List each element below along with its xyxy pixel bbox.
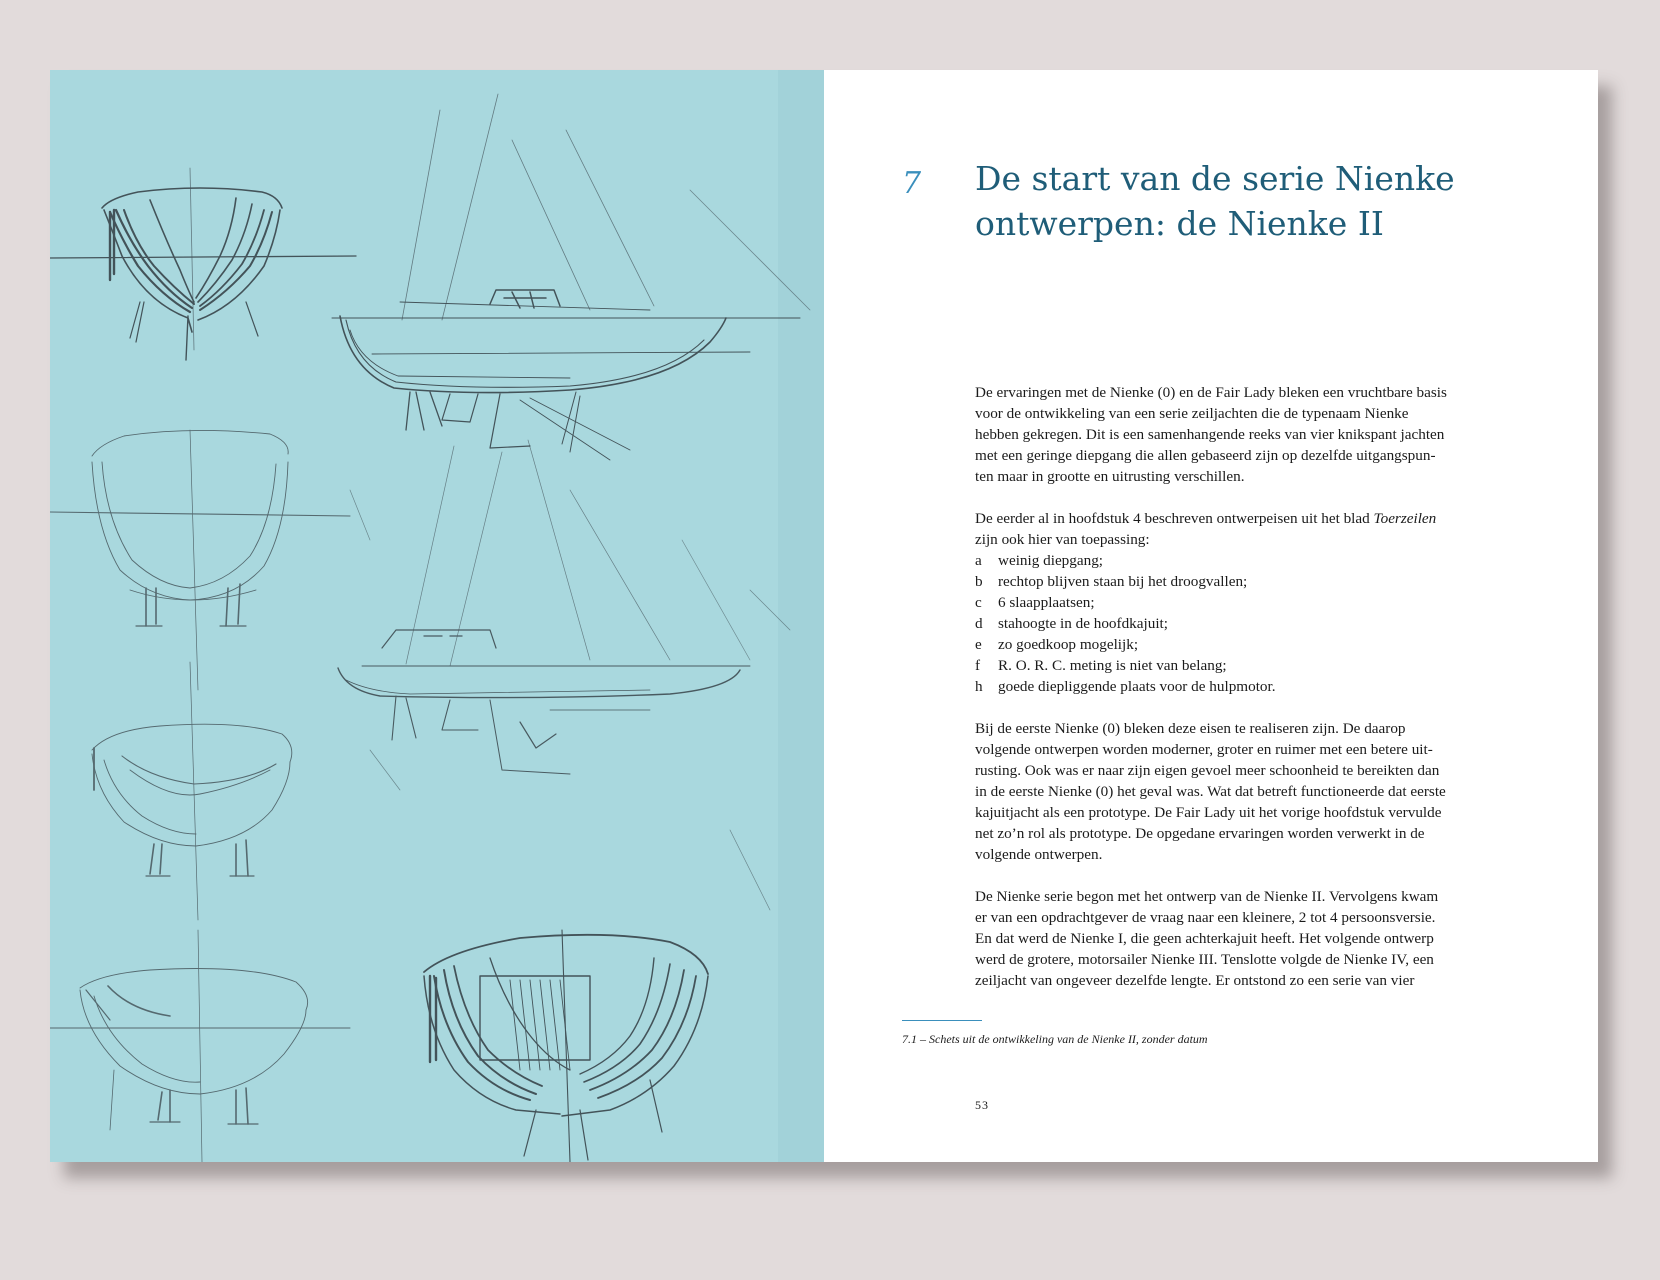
requirement-text: stahoogte in de hoofdkajuit; xyxy=(998,615,1168,632)
caption-rule xyxy=(902,1020,982,1021)
text-line: De ervaringen met de Nienke (0) en de Fair Lady bleken een vruchtbare basis xyxy=(975,384,1447,401)
requirement-text: R. O. R. C. meting is niet van belang; xyxy=(998,657,1227,674)
text-line: in de eerste Nienke (0) het geval was. Wat dat betreft functioneerde dat eerste xyxy=(975,783,1446,800)
text-fragment: De eerder al in hoofdstuk 4 beschreven ontwerpeisen uit het blad xyxy=(975,510,1374,527)
requirement-text: rechtop blijven staan bij het droogvallen; xyxy=(998,573,1248,590)
requirement-item xyxy=(975,655,1505,676)
text-line: kajuitjacht als een prototype. De Fair Lady uit het vorige hoofdstuk vervulde xyxy=(975,804,1442,821)
text-line: voor de ontwikkeling van een serie zeiljachten die de typenaam Nienke xyxy=(975,405,1409,422)
requirement-letter: d xyxy=(975,615,983,632)
text-line: rusting. Ook was er naar zijn eigen gevoel meer schoonheid te bereikten dan xyxy=(975,762,1440,779)
text-line: volgende ontwerpen. xyxy=(975,846,1103,863)
text-line: hebben gekregen. Dit is een samenhangende reeks van vier knikspant jachten xyxy=(975,426,1445,443)
text-line: De Nienke serie begon met het ontwerp van de Nienke II. Vervolgens kwam xyxy=(975,888,1439,905)
requirement-letter: h xyxy=(975,678,983,695)
text-line: volgende ontwerpen worden moderner, groter en ruimer met een betere uit- xyxy=(975,741,1433,758)
text-line: zeiljacht van ongeveer dezelfde lengte. Er ontstond zo een serie van vier xyxy=(975,972,1415,989)
text-line: werd de grotere, motorsailer Nienke III. Tenslotte volgde de Nienke IV, een xyxy=(975,951,1434,968)
requirement-letter: a xyxy=(975,552,982,569)
sketch-illustration-page xyxy=(50,70,824,1162)
requirement-text: goede diepliggende plaats voor de hulpmotor. xyxy=(998,678,1276,695)
chapter-title-line-1: De start van de serie Nienke xyxy=(975,159,1455,198)
text-line: En dat werd de Nienke I, die geen achterkajuit heeft. Het volgende ontwerp xyxy=(975,930,1434,947)
requirement-text: 6 slaapplaatsen; xyxy=(998,594,1095,611)
requirement-text: zo goedkoop mogelijk; xyxy=(998,636,1139,653)
requirement-item xyxy=(975,592,1505,613)
text-line: zijn ook hier van toepassing: xyxy=(975,531,1150,548)
page-number: 53 xyxy=(975,1098,989,1112)
requirement-text: weinig diepgang; xyxy=(998,552,1104,569)
chapter-title-line-2: ontwerpen: de Nienke II xyxy=(975,204,1384,243)
requirement-letter: c xyxy=(975,594,982,611)
requirement-item xyxy=(975,550,1505,571)
text-line: Bij de eerste Nienke (0) bleken deze eisen te realiseren zijn. De daarop xyxy=(975,720,1406,737)
requirement-item xyxy=(975,571,1505,592)
text-line: met een geringe diepgang die allen gebaseerd zijn op dezelfde uitgangspun- xyxy=(975,447,1436,464)
paragraph-4 xyxy=(975,886,1505,991)
text-line: ten maar in grootte en uitrusting verschillen. xyxy=(975,468,1245,485)
text-page xyxy=(824,70,1598,1162)
text-line xyxy=(975,508,1505,529)
paragraph-1 xyxy=(975,382,1505,487)
requirement-letter: f xyxy=(975,657,981,674)
text-line: er van een opdrachtgever de vraag naar een kleinere, 2 tot 4 persoonsversie. xyxy=(975,909,1436,926)
chapter-title xyxy=(975,156,1495,246)
requirement-item xyxy=(975,613,1505,634)
requirement-letter: e xyxy=(975,636,982,653)
paragraph-2 xyxy=(975,508,1505,697)
body-text xyxy=(975,382,1505,1012)
requirement-letter: b xyxy=(975,573,983,590)
magazine-title: Toerzeilen xyxy=(1373,510,1437,527)
text-line: net zo’n rol als prototype. De opgedane ervaringen worden verwerkt in de xyxy=(975,825,1425,842)
paragraph-3 xyxy=(975,718,1505,865)
boat-sketches-drawing xyxy=(50,70,824,1162)
book-spread xyxy=(50,70,1598,1162)
chapter-number: 7 xyxy=(902,166,922,201)
requirement-item xyxy=(975,634,1505,655)
figure-caption: 7.1 – Schets uit de ontwikkeling van de Nienke II, zonder datum xyxy=(902,1032,1208,1046)
requirement-item xyxy=(975,676,1505,697)
